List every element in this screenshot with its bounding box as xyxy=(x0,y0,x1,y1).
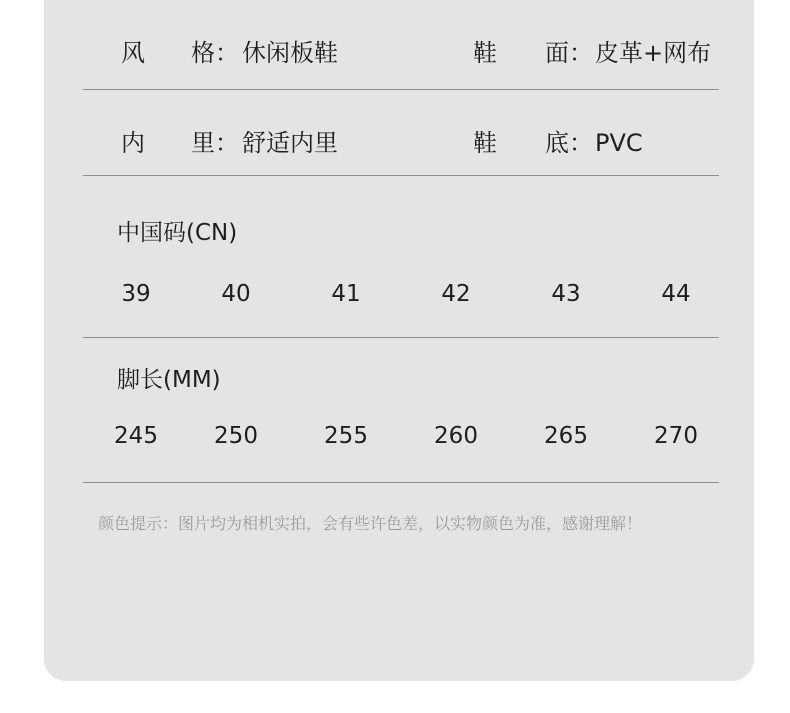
cn-size-title: 中国码(CN) xyxy=(117,220,238,246)
foot-length-cell: 255 xyxy=(324,423,368,449)
foot-length-cell: 250 xyxy=(214,423,258,449)
spec-style xyxy=(121,38,338,68)
spec-sole xyxy=(473,128,643,158)
foot-length-cell: 260 xyxy=(434,423,478,449)
cn-size-cell: 44 xyxy=(661,281,691,307)
spec-lining-key-2: 里： xyxy=(191,129,239,157)
divider xyxy=(83,175,719,176)
spec-upper-key-1: 鞋 xyxy=(473,39,497,67)
spec-lining-value: 舒适内里 xyxy=(242,129,338,157)
spec-style-key-1: 风 xyxy=(121,39,145,67)
foot-length-title: 脚长(MM) xyxy=(117,367,221,393)
color-note: 颜色提示：图片均为相机实拍，会有些许色差，以实物颜色为准，感谢理解！ xyxy=(98,514,643,533)
divider xyxy=(83,482,719,483)
foot-length-cell: 270 xyxy=(654,423,698,449)
cn-size-cell: 43 xyxy=(551,281,581,307)
spec-lining xyxy=(121,128,338,158)
spec-style-key-2: 格： xyxy=(191,39,239,67)
cn-size-cell: 42 xyxy=(441,281,471,307)
cn-size-cell: 41 xyxy=(331,281,361,307)
spec-card xyxy=(44,0,754,681)
spec-style-value: 休闲板鞋 xyxy=(242,39,338,67)
cn-size-cell: 39 xyxy=(121,281,151,307)
divider xyxy=(83,89,719,90)
spec-lining-key-1: 内 xyxy=(121,129,145,157)
spec-sole-key-2: 底： xyxy=(545,129,593,157)
spec-upper-key-2: 面： xyxy=(545,39,593,67)
divider xyxy=(83,337,719,338)
foot-length-cell: 245 xyxy=(114,423,158,449)
spec-sole-key-1: 鞋 xyxy=(473,129,497,157)
cn-size-cell: 40 xyxy=(221,281,251,307)
spec-upper xyxy=(473,38,712,68)
spec-upper-value: 皮革+网布 xyxy=(595,39,712,67)
foot-length-cell: 265 xyxy=(544,423,588,449)
spec-sole-value: PVC xyxy=(595,129,643,157)
